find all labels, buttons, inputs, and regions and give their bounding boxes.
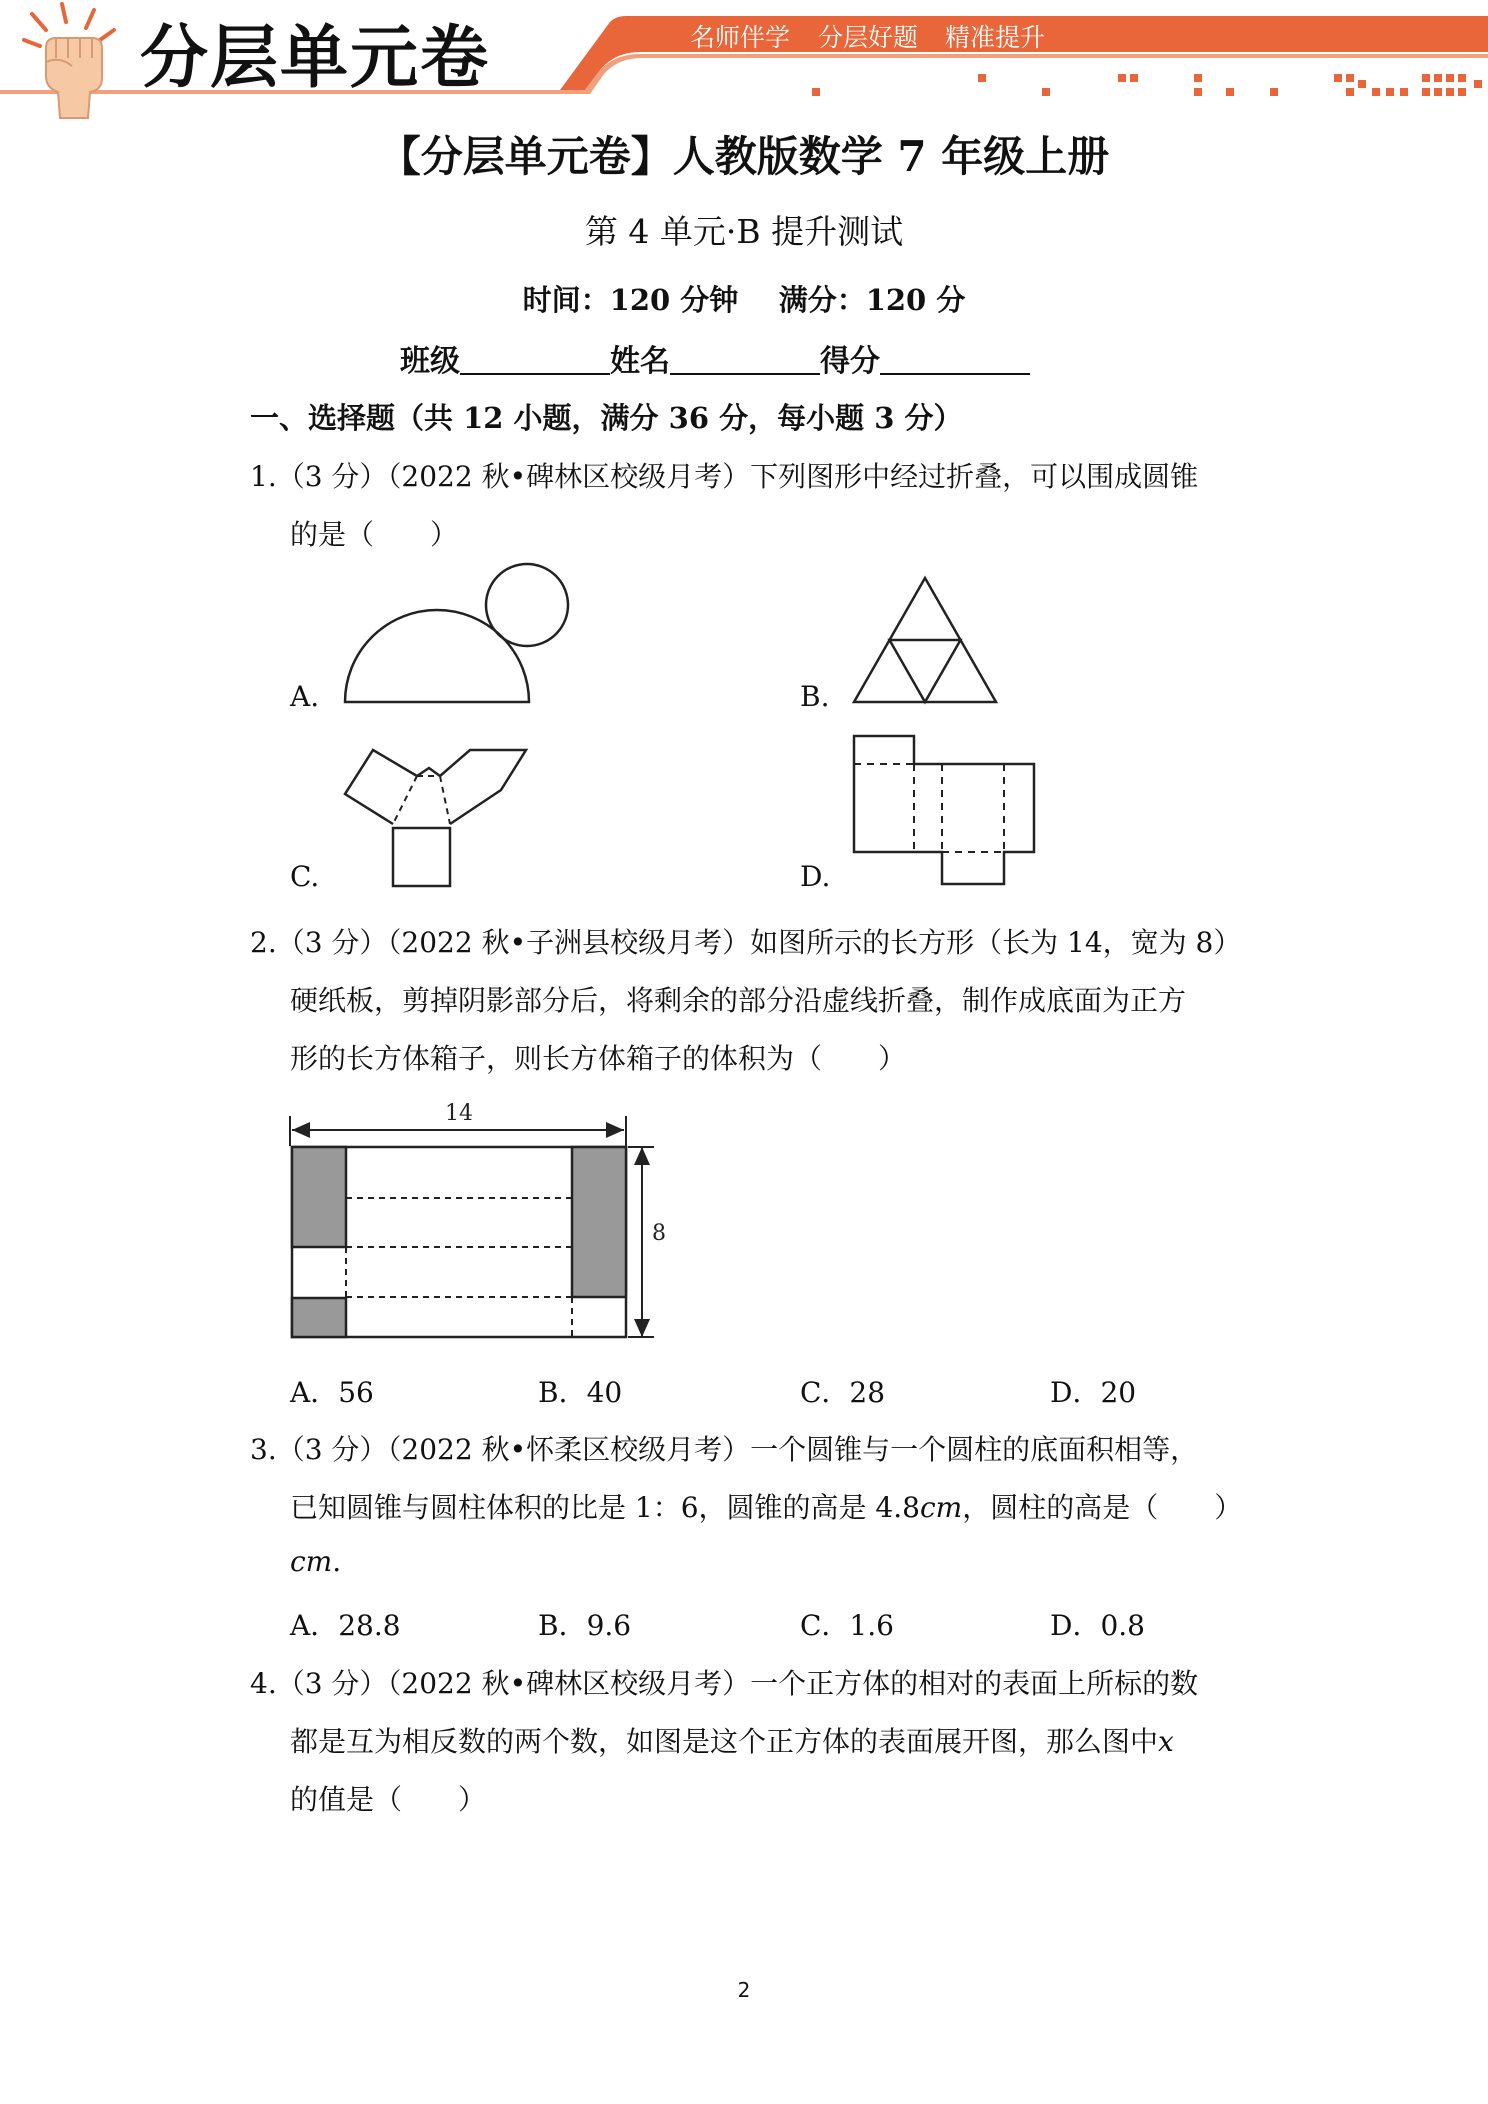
q3-option-c: C．1.6: [800, 1609, 894, 1642]
q1-option-a-label: A.: [290, 680, 320, 713]
q3-line2: [290, 1486, 1242, 1526]
q3-line2-unit: cm: [919, 1491, 963, 1524]
q1-option-b-label: B.: [800, 680, 830, 713]
slogan-3: 精准提升: [945, 23, 1046, 52]
name-label: 姓名: [610, 344, 670, 379]
q2-option-c: C．28: [800, 1376, 886, 1409]
q3-option-a: A．28.8: [290, 1609, 401, 1642]
page-number: 2: [737, 1978, 751, 2002]
fist-logo-icon: [10, 0, 130, 120]
q1-figure-c: [340, 744, 540, 890]
q3-option-d: D．0.8: [1050, 1609, 1145, 1642]
q1-option-d-label: D.: [800, 860, 831, 893]
q4-line3: 的值是（ ）: [290, 1783, 487, 1816]
q2-option-d: D．20: [1050, 1376, 1137, 1409]
q3-line2-rest: ，圆柱的高是（ ）: [962, 1491, 1243, 1524]
q3-line2-text: 已知圆锥与圆柱体积的比是 1：6，圆锥的高是 4.8: [290, 1491, 920, 1524]
slogan-1: 名师伴学: [690, 23, 791, 52]
q2-option-a: A．56: [290, 1376, 374, 1409]
q4-line2-var: x: [1158, 1725, 1174, 1758]
q1-line1: 1.（3 分）（2022 秋•碑林区校级月考）下列图形中经过折叠，可以围成圆锥: [250, 460, 1199, 493]
q2-length-label: 14: [445, 1101, 473, 1126]
time-label: 时间：120 分钟: [522, 283, 739, 317]
grade-label: 得分: [820, 344, 880, 379]
q3-line1: 3.（3 分）（2022 秋•怀柔区校级月考）一个圆锥与一个圆柱的底面积相等，: [250, 1433, 1199, 1466]
q3-line3-end: .: [332, 1545, 342, 1578]
class-label: 班级: [400, 344, 460, 379]
document-title: 【分层单元卷】人教版数学 7 年级上册: [378, 132, 1110, 181]
slogan-2: 分层好题: [818, 23, 919, 52]
q3-line3: [290, 1545, 341, 1578]
document-subtitle: 第 4 单元·B 提升测试: [584, 212, 904, 251]
q1-figure-d: [852, 734, 1038, 888]
student-info-line: [400, 336, 1030, 380]
q1-figure-b: [850, 574, 1000, 706]
name-blank[interactable]: [670, 343, 820, 375]
brand-title: 分层单元卷: [140, 19, 491, 98]
q2-line2: 硬纸板，剪掉阴影部分后，将剩余的部分沿虚线折叠，制作成底面为正方: [290, 984, 1187, 1017]
q1-option-c-label: C.: [290, 860, 320, 893]
class-blank[interactable]: [460, 343, 610, 375]
q4-line1: 4.（3 分）（2022 秋•碑林区校级月考）一个正方体的相对的表面上所标的数: [250, 1667, 1199, 1700]
time-score-line: [0, 278, 1488, 319]
q1-figure-a: [340, 560, 580, 710]
section-title: 一、选择题（共 12 小题，满分 36 分，每小题 3 分）: [250, 401, 963, 435]
q3-option-b: B．9.6: [538, 1609, 632, 1642]
q2-figure-cardboard: [280, 1090, 670, 1350]
q4-line2: [290, 1720, 1174, 1760]
q2-line3: 形的长方体箱子，则长方体箱子的体积为（ ）: [290, 1042, 907, 1075]
q2-width-label: 8: [652, 1221, 666, 1246]
q2-line1: 2.（3 分）（2022 秋•子洲县校级月考）如图所示的长方形（长为 14，宽为 8）: [250, 926, 1242, 959]
grade-blank[interactable]: [880, 343, 1030, 375]
score-label: 满分：120 分: [778, 283, 966, 317]
q3-line3-unit: cm: [290, 1545, 333, 1578]
q2-option-b: B．40: [538, 1376, 623, 1409]
q1-line2: 的是（ ）: [290, 518, 459, 551]
q4-line2-text: 都是互为相反数的两个数，如图是这个正方体的表面展开图，那么图中: [290, 1725, 1159, 1758]
